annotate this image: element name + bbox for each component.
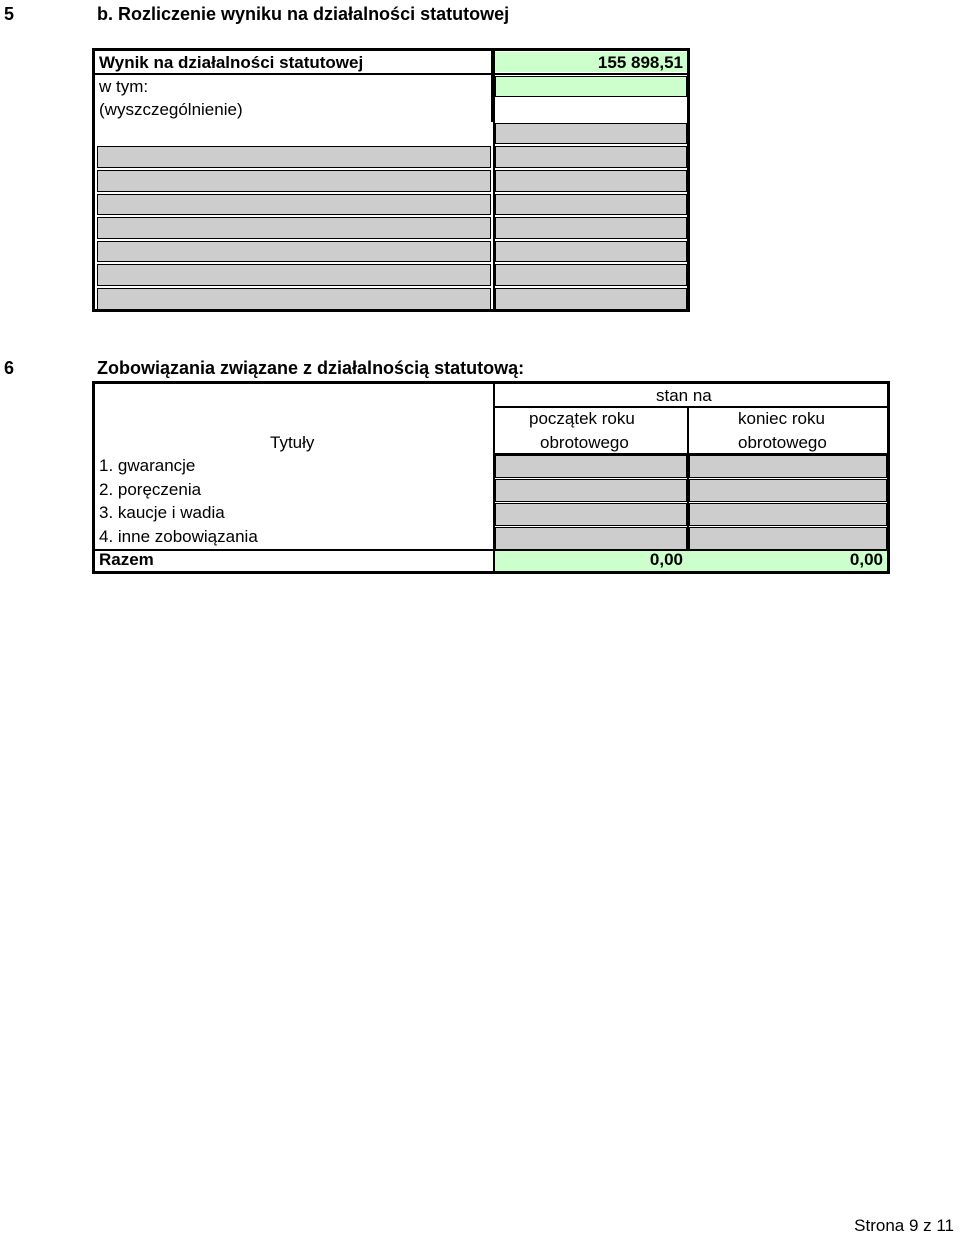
liability-row-label: 1. gwarancje	[99, 456, 196, 475]
detail-value-cell[interactable]	[495, 194, 687, 216]
column-divider	[493, 51, 495, 309]
detail-value-cell[interactable]	[495, 123, 687, 145]
liability-end-cell[interactable]	[689, 455, 887, 478]
specification-label: (wyszczególnienie)	[95, 98, 493, 122]
result-value: 155 898,51	[597, 53, 683, 72]
result-label: Wynik na działalności statutowej	[95, 51, 493, 73]
section-5-number: 5	[4, 4, 15, 24]
liability-row-label: 3. kaucje i wadia	[99, 503, 225, 522]
header-end-line2: obrotowego	[738, 433, 827, 452]
specification-row	[95, 98, 687, 122]
detail-row	[95, 169, 687, 193]
header-titles: Tytuły	[270, 433, 315, 452]
liability-end-cell[interactable]	[689, 503, 887, 526]
section-5-title: b. Rozliczenie wyniku na działalności statutowej	[97, 4, 510, 24]
detail-value-cell[interactable]	[495, 146, 687, 168]
liability-end-cell[interactable]	[689, 527, 887, 550]
detail-name-cell[interactable]	[97, 288, 491, 310]
detail-row	[95, 287, 687, 311]
detail-row	[95, 240, 687, 264]
detail-value-cell[interactable]	[495, 217, 687, 239]
detail-value-cell[interactable]	[495, 264, 687, 286]
liability-end-cell[interactable]	[689, 479, 887, 502]
section-6-number: 6	[4, 358, 15, 378]
liability-row-label: 2. poręczenia	[99, 480, 202, 499]
in-which-value-cell[interactable]	[495, 76, 687, 98]
liability-row-label: 4. inne zobowiązania	[99, 527, 258, 546]
total-label: Razem	[99, 550, 154, 569]
liability-start-cell[interactable]	[495, 503, 687, 526]
liability-start-cell[interactable]	[495, 455, 687, 478]
detail-name-cell[interactable]	[97, 170, 491, 192]
detail-name-cell[interactable]	[97, 264, 491, 286]
total-start-value: 0,00	[649, 550, 683, 569]
detail-row	[95, 216, 687, 240]
detail-name-cell[interactable]	[97, 217, 491, 239]
detail-value-cell[interactable]	[495, 288, 687, 310]
detail-value-cell[interactable]	[495, 170, 687, 192]
detail-row	[95, 145, 687, 169]
detail-row	[95, 122, 687, 146]
detail-name-cell[interactable]	[97, 241, 491, 263]
liability-start-cell[interactable]	[495, 527, 687, 550]
detail-row	[95, 263, 687, 287]
detail-value-cell[interactable]	[495, 241, 687, 263]
total-end-value: 0,00	[849, 550, 883, 569]
header-stan-na: stan na	[656, 386, 712, 405]
detail-name-cell[interactable]	[97, 194, 491, 216]
header-start-line2: obrotowego	[540, 433, 629, 452]
liability-start-cell[interactable]	[495, 479, 687, 502]
statutory-liabilities-table	[92, 381, 890, 574]
detail-name-cell[interactable]	[97, 146, 491, 168]
detail-row	[95, 193, 687, 217]
page-number: Strona 9 z 11	[854, 1216, 954, 1235]
in-which-row	[95, 75, 687, 99]
statutory-result-table	[92, 48, 690, 312]
header-start-line1: początek roku	[529, 409, 635, 428]
in-which-label: w tym:	[95, 75, 493, 99]
header-end-line1: koniec roku	[738, 409, 825, 428]
result-row	[95, 51, 687, 75]
section-6-title: Zobowiązania związane z działalnością statutową:	[97, 358, 525, 378]
stan-na-underline	[493, 406, 887, 408]
